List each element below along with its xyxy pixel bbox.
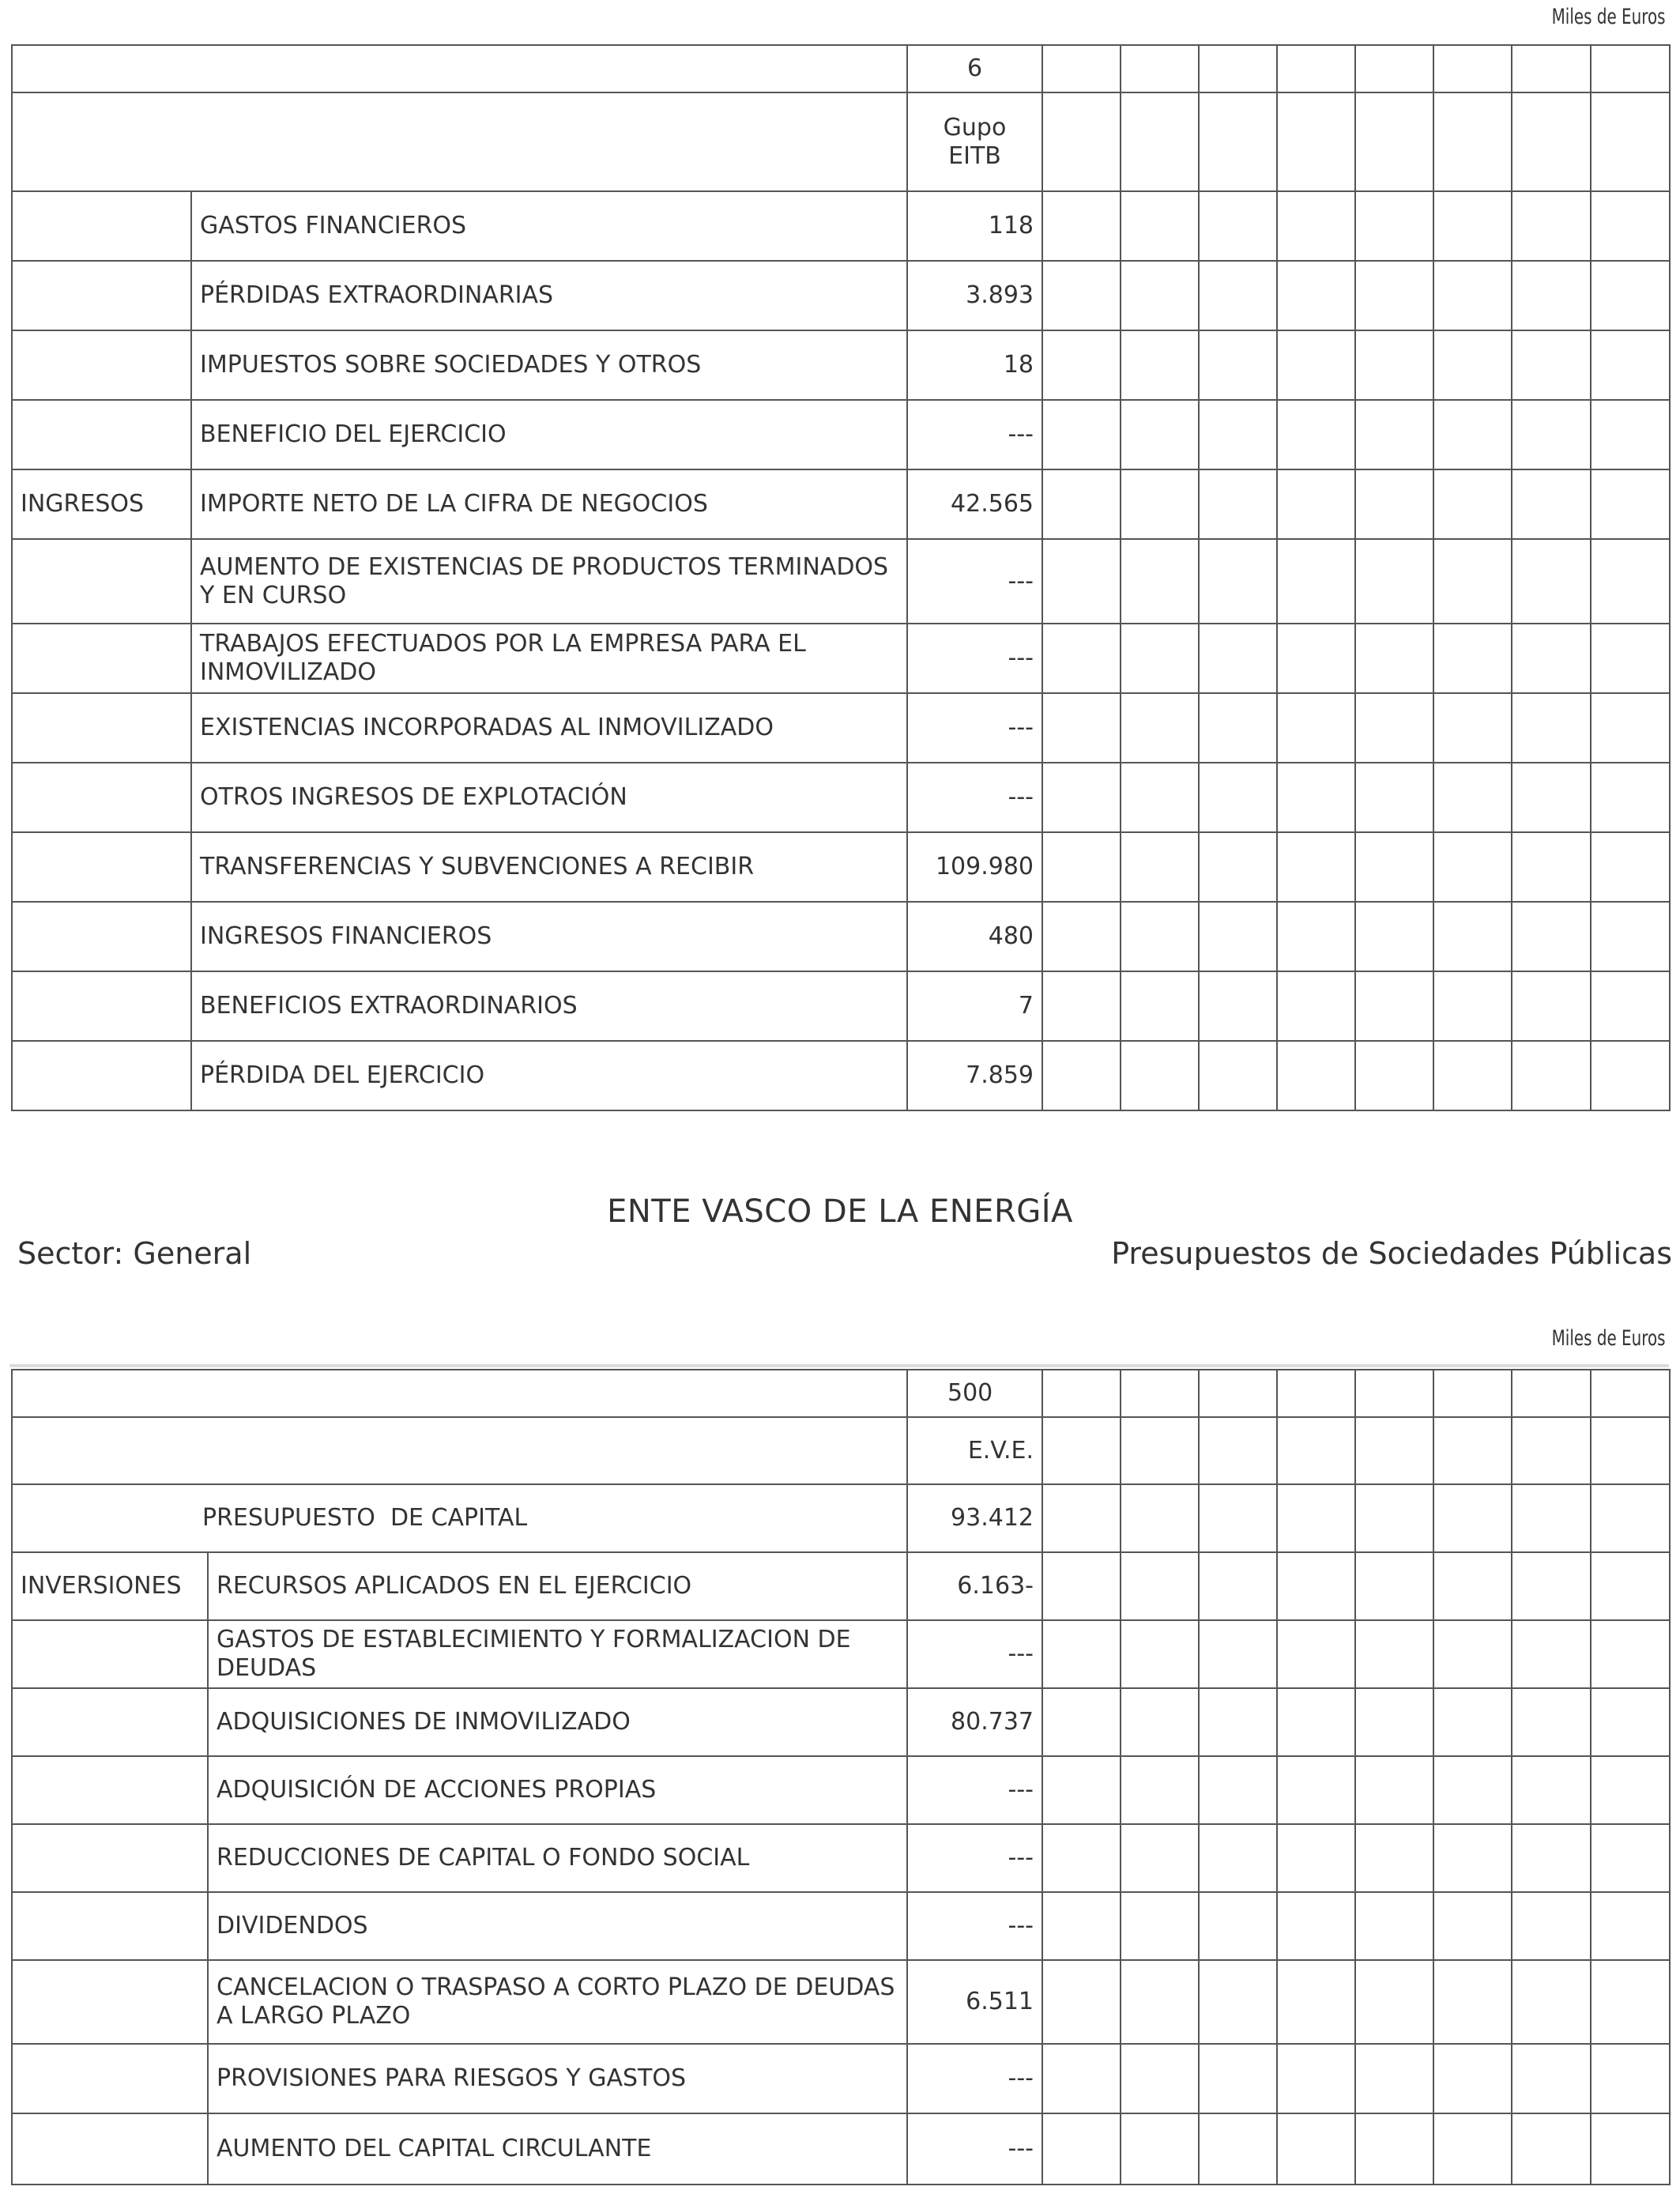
row-group [12,191,191,261]
units-label-bottom: Miles de Euros [1552,1326,1666,1351]
blank-header-cell [12,1370,907,1417]
row-value: --- [907,539,1042,624]
table-row [12,1620,1670,1688]
empty-cell [1433,624,1512,693]
row-concept: DIVIDENDOS [208,1892,907,1960]
row-concept: BENEFICIOS EXTRAORDINARIOS [191,971,907,1041]
empty-cell [1512,763,1591,832]
row-group [12,261,191,330]
row-concept: RECURSOS APLICADOS EN EL EJERCICIO [208,1552,907,1620]
empty-cell [1277,191,1355,261]
empty-cell [1591,400,1670,469]
row-concept: AUMENTO DEL CAPITAL CIRCULANTE [208,2113,907,2185]
empty-cell [1512,330,1591,400]
empty-cell [1591,2044,1670,2113]
empty-cell [1042,1552,1121,1620]
empty-cell [1042,191,1121,261]
empty-cell [1277,763,1355,832]
empty-cell [1591,693,1670,763]
empty-cell [1199,2113,1277,2185]
empty-cell [1121,1892,1199,1960]
row-group [12,971,191,1041]
empty-cell [1199,1960,1277,2044]
empty-cell [1277,539,1355,624]
empty-cell [1121,902,1199,971]
empty-cell [1433,971,1512,1041]
table-row [12,1688,1670,1756]
empty-cell [1355,539,1433,624]
empty-cell [1433,902,1512,971]
row-value: 6.511 [907,1960,1042,2044]
empty-cell [1512,1892,1591,1960]
empty-cell [1355,1824,1433,1892]
empty-cell [1512,1960,1591,2044]
table-row [12,1756,1670,1824]
table-row [12,763,1670,832]
empty-cell [1121,1756,1199,1824]
row-concept: PÉRDIDA DEL EJERCICIO [191,1041,907,1110]
row-value: 42.565 [907,469,1042,539]
empty-cell [1121,1041,1199,1110]
row-group [12,2113,208,2185]
empty-cell [1512,1824,1591,1892]
row-value: --- [907,1756,1042,1824]
empty-cell [1277,624,1355,693]
empty-cell [1512,2044,1591,2113]
empty-cell [1277,1688,1355,1756]
empty-cell [1042,469,1121,539]
row-value: 480 [907,902,1042,971]
table-row [12,1960,1670,2044]
empty-cell [1355,469,1433,539]
empty-cell [1355,902,1433,971]
row-value: --- [907,624,1042,693]
empty-cell [1042,1756,1121,1824]
blank-header-cell [12,45,907,92]
empty-cell [1199,1620,1277,1688]
empty-cell [1433,1552,1512,1620]
empty-cell [1512,400,1591,469]
empty-cell [1199,902,1277,971]
row-group [12,539,191,624]
row-concept: TRANSFERENCIAS Y SUBVENCIONES A RECIBIR [191,832,907,902]
row-concept: IMPUESTOS SOBRE SOCIEDADES Y OTROS [191,330,907,400]
budget-table-eitb [11,44,1671,1111]
empty-cell [1121,763,1199,832]
divider [9,1364,1669,1367]
empty-cell [1355,1620,1433,1688]
empty-cell [1277,1620,1355,1688]
empty-cell [1433,1620,1512,1688]
row-value: --- [907,1824,1042,1892]
row-value: 18 [907,330,1042,400]
row-group [12,1960,208,2044]
row-group [12,2044,208,2113]
row-group [12,1620,208,1688]
table-row [12,191,1670,261]
empty-cell [1121,2044,1199,2113]
row-concept: CANCELACION O TRASPASO A CORTO PLAZO DE DEUDAS A LARGO PLAZO [208,1960,907,2044]
row-group [12,330,191,400]
row-concept: INGRESOS FINANCIEROS [191,902,907,971]
empty-cell [1277,902,1355,971]
table-row [12,469,1670,539]
row-value: 7 [907,971,1042,1041]
empty-cell [1121,330,1199,400]
table-row [12,330,1670,400]
empty-cell [1433,400,1512,469]
row-group [12,1756,208,1824]
empty-cell [1433,832,1512,902]
empty-cell [1121,971,1199,1041]
empty-cell [1121,693,1199,763]
empty-cell [1591,330,1670,400]
empty-cell [1199,539,1277,624]
empty-cell [1199,1688,1277,1756]
empty-cell [1121,1688,1199,1756]
row-concept: REDUCCIONES DE CAPITAL O FONDO SOCIAL [208,1824,907,1892]
empty-cell [1355,1756,1433,1824]
empty-cell [1277,469,1355,539]
empty-cell [1355,2113,1433,2185]
empty-cell [1042,971,1121,1041]
empty-cell [1277,330,1355,400]
empty-cell [1199,832,1277,902]
empty-cell [1355,1552,1433,1620]
table-row [12,261,1670,330]
column-number: 500 [907,1370,1042,1417]
row-concept: GASTOS FINANCIEROS [191,191,907,261]
empty-cell [1199,971,1277,1041]
empty-cell [1591,2113,1670,2185]
budget-type-label: Presupuestos de Sociedades Públicas [1111,1236,1672,1271]
empty-cell [1512,1552,1591,1620]
empty-cell [1199,1892,1277,1960]
row-concept: ADQUISICIONES DE INMOVILIZADO [208,1688,907,1756]
table-row [12,1892,1670,1960]
empty-cell [1355,763,1433,832]
empty-cell [1199,624,1277,693]
row-group: INGRESOS [12,469,191,539]
table-row [12,400,1670,469]
empty-cell [1121,832,1199,902]
empty-cell [1042,693,1121,763]
empty-cell [1433,1824,1512,1892]
empty-cell [1591,832,1670,902]
empty-cell [1121,400,1199,469]
empty-cell [1355,624,1433,693]
empty-cell [1199,330,1277,400]
empty-cell [1121,469,1199,539]
empty-cell [1512,539,1591,624]
empty-cell [1042,832,1121,902]
empty-cell [1433,2113,1512,2185]
empty-cell [1199,261,1277,330]
empty-cell [1277,261,1355,330]
empty-cell [1199,400,1277,469]
row-value: --- [907,1892,1042,1960]
empty-cell [1591,902,1670,971]
empty-cell [1512,902,1591,971]
table-row [12,624,1670,693]
empty-cell [1355,1041,1433,1110]
empty-cell [1199,1756,1277,1824]
row-concept: EXISTENCIAS INCORPORADAS AL INMOVILIZADO [191,693,907,763]
empty-cell [1121,1960,1199,2044]
empty-cell [1512,832,1591,902]
empty-cell [1512,261,1591,330]
empty-cell [1512,624,1591,693]
empty-cell [1042,261,1121,330]
sector-label: Sector: General [17,1236,252,1271]
empty-cell [1591,763,1670,832]
empty-cell [1355,1688,1433,1756]
empty-cell [1042,1041,1121,1110]
capital-budget-value: 93.412 [907,1484,1042,1552]
row-concept: TRABAJOS EFECTUADOS POR LA EMPRESA PARA EL INMOVILIZADO [191,624,907,693]
empty-cell [1433,763,1512,832]
empty-cell [1121,191,1199,261]
row-value: 80.737 [907,1688,1042,1756]
row-value: 7.859 [907,1041,1042,1110]
empty-cell [1199,2044,1277,2113]
empty-cell [1355,971,1433,1041]
empty-cell [1512,2113,1591,2185]
empty-cell [1042,763,1121,832]
table-row [12,2044,1670,2113]
row-value: --- [907,693,1042,763]
empty-cell [1591,1688,1670,1756]
empty-cell [1512,693,1591,763]
table-row [12,693,1670,763]
row-concept: PROVISIONES PARA RIESGOS Y GASTOS [208,2044,907,2113]
empty-cell [1121,261,1199,330]
row-concept: PÉRDIDAS EXTRAORDINARIAS [191,261,907,330]
row-value: 118 [907,191,1042,261]
row-group [12,1041,191,1110]
row-value: --- [907,1620,1042,1688]
row-group [12,693,191,763]
empty-cell [1277,1892,1355,1960]
empty-cell [1433,1756,1512,1824]
empty-cell [1042,539,1121,624]
empty-cell [1433,693,1512,763]
empty-cell [1433,1688,1512,1756]
empty-cell [1591,539,1670,624]
empty-cell [1199,469,1277,539]
empty-cell [1121,2113,1199,2185]
row-group: INVERSIONES [12,1552,208,1620]
empty-cell [1591,1041,1670,1110]
table-row [12,902,1670,971]
empty-cell [1277,1041,1355,1110]
empty-cell [1355,1960,1433,2044]
blank-header-cell [12,92,907,191]
table-row [12,1041,1670,1110]
row-value: --- [907,400,1042,469]
table-row [12,1552,1670,1620]
empty-cell [1042,2044,1121,2113]
table-row [12,832,1670,902]
empty-cell [1512,191,1591,261]
row-value: --- [907,2044,1042,2113]
row-group [12,1688,208,1756]
empty-cell [1199,763,1277,832]
empty-cell [1512,1756,1591,1824]
empty-cell [1591,624,1670,693]
empty-cell [1277,832,1355,902]
empty-cell [1277,1960,1355,2044]
row-group [12,832,191,902]
row-group [12,624,191,693]
empty-cell [1042,624,1121,693]
row-group [12,1892,208,1960]
row-concept: BENEFICIO DEL EJERCICIO [191,400,907,469]
empty-cell [1355,330,1433,400]
row-value: 3.893 [907,261,1042,330]
capital-budget-label: PRESUPUESTO DE CAPITAL [12,1484,907,1552]
empty-cell [1277,2113,1355,2185]
empty-cell [1433,539,1512,624]
empty-cell [1512,1688,1591,1756]
empty-cell [1591,1620,1670,1688]
empty-cell [1277,693,1355,763]
empty-cell [1042,1824,1121,1892]
empty-cell [1433,191,1512,261]
empty-cell [1433,1041,1512,1110]
empty-cell [1042,400,1121,469]
empty-cell [1121,624,1199,693]
empty-cell [1042,330,1121,400]
empty-cell [1121,539,1199,624]
empty-cell [1591,1824,1670,1892]
row-concept: IMPORTE NETO DE LA CIFRA DE NEGOCIOS [191,469,907,539]
empty-cell [1199,1824,1277,1892]
empty-cell [1355,261,1433,330]
empty-cell [1121,1552,1199,1620]
empty-cell [1199,191,1277,261]
column-number: 6 [907,45,1042,92]
empty-cell [1277,971,1355,1041]
row-value: --- [907,2113,1042,2185]
empty-cell [1591,191,1670,261]
empty-cell [1433,330,1512,400]
table-row [12,971,1670,1041]
empty-cell [1355,693,1433,763]
empty-cell [1433,1960,1512,2044]
empty-cell [1355,832,1433,902]
empty-cell [1277,1824,1355,1892]
empty-cell [1042,1892,1121,1960]
empty-cell [1591,261,1670,330]
row-value: --- [907,763,1042,832]
empty-cell [1433,1892,1512,1960]
empty-cell [1199,1552,1277,1620]
empty-cell [1355,1892,1433,1960]
row-concept: ADQUISICIÓN DE ACCIONES PROPIAS [208,1756,907,1824]
empty-cell [1042,1688,1121,1756]
empty-cell [1591,1552,1670,1620]
empty-cell [1355,400,1433,469]
row-group [12,763,191,832]
row-group [12,902,191,971]
empty-cell [1199,693,1277,763]
empty-cell [1512,1620,1591,1688]
empty-cell [1512,971,1591,1041]
empty-cell [1433,469,1512,539]
empty-cell [1042,1620,1121,1688]
table-row [12,1824,1670,1892]
empty-cell [1277,1756,1355,1824]
empty-cell [1512,469,1591,539]
empty-cell [1277,2044,1355,2113]
table-row [12,2113,1670,2185]
row-group [12,400,191,469]
column-name: Gupo EITB [907,92,1042,191]
empty-cell [1355,191,1433,261]
row-concept: OTROS INGRESOS DE EXPLOTACIÓN [191,763,907,832]
empty-cell [1355,2044,1433,2113]
empty-cell [1591,469,1670,539]
entity-title: ENTE VASCO DE LA ENERGÍA [607,1193,1073,1230]
empty-cell [1042,902,1121,971]
blank-header-cell [12,1417,907,1484]
units-label-top: Miles de Euros [1552,5,1666,29]
empty-cell [1591,971,1670,1041]
empty-cell [1121,1824,1199,1892]
row-value: 109.980 [907,832,1042,902]
row-concept: AUMENTO DE EXISTENCIAS DE PRODUCTOS TERMINADOS Y EN CURSO [191,539,907,624]
empty-cell [1277,1552,1355,1620]
empty-cell [1512,1041,1591,1110]
row-concept: GASTOS DE ESTABLECIMIENTO Y FORMALIZACION DE DEUDAS [208,1620,907,1688]
empty-cell [1277,400,1355,469]
row-group [12,1824,208,1892]
empty-cell [1199,1041,1277,1110]
table-row [12,539,1670,624]
budget-table-eve [11,1369,1671,2185]
empty-cell [1591,1960,1670,2044]
empty-cell [1591,1892,1670,1960]
empty-cell [1591,1756,1670,1824]
column-name: E.V.E. [907,1417,1042,1484]
row-value: 6.163- [907,1552,1042,1620]
empty-cell [1121,1620,1199,1688]
empty-cell [1433,2044,1512,2113]
empty-cell [1042,2113,1121,2185]
empty-cell [1042,1960,1121,2044]
empty-cell [1433,261,1512,330]
